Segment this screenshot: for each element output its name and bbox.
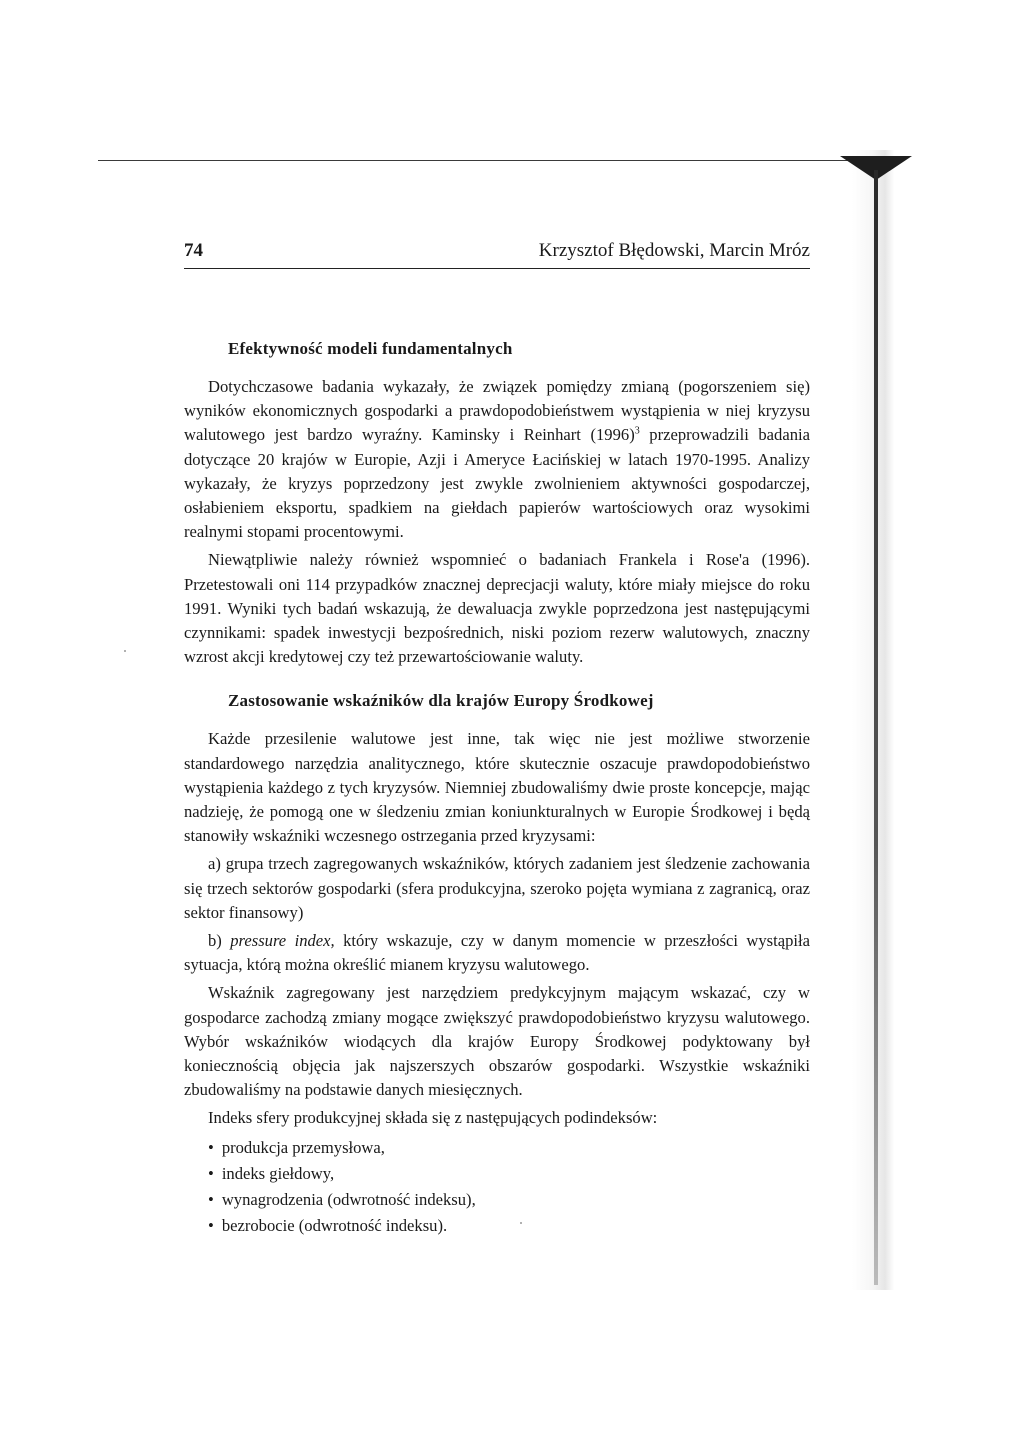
section-heading-zastosowanie: Zastosowanie wskaźników dla krajów Europy Środkowej <box>228 691 654 711</box>
paragraph: Niewątpliwie należy również wspomnieć o badaniach Frankela i Rose'a (1996). Przetestowali oni 114 przypadków znacznej deprecjacji waluty, które miały miejsce do roku 1991. Wyniki tych badań wskazują, że dewaluacja zwykle poprzedzona jest następującymi czynnikami: spadek inwestycji bezpośrednich, niski poziom rezerw walutowych, znaczny wzrost akcji kredytowej czy też przewartościowanie waluty. <box>184 550 810 667</box>
bullet-list <box>208 1135 810 1239</box>
footnote-ref: 3 <box>634 425 640 437</box>
bullet-item: • bezrobocie (odwrotność indeksu). <box>208 1213 810 1239</box>
list-item-a: a) grupa trzech zagregowanych wskaźników, których zadaniem jest śledzenie zachowania się trzech sektorów gospodarki (sfera produkcyjna, szeroko pojęta wymiana z zagranicą, oraz sektor finansowy) <box>184 854 810 922</box>
paragraph <box>184 375 810 544</box>
page-number: 74 <box>184 240 203 261</box>
item-text: który wskazuje, czy w danym momencie w przeszłości wystąpiła sytuacja, którą można określić mianem kryzysu walutowego. <box>184 931 810 975</box>
running-head <box>184 240 810 269</box>
bullet-item: • indeks giełdowy, <box>208 1161 810 1187</box>
scan-top-rule <box>98 160 860 161</box>
section-body-2 <box>184 727 810 1238</box>
paragraph: Indeks sfery produkcyjnej składa się z następujących podindeksów: <box>208 1108 658 1128</box>
bullet-item: • produkcja przemysłowa, <box>208 1135 810 1161</box>
paragraph: Wskaźnik zagregowany jest narzędziem predykcyjnym mającym wskazać, czy w gospodarce zachodzą zmiany mogące zwiększyć prawdopodobieństwo kryzysu walutowego. Wybór wskaźników wiodących dla krajów Europy Środkowej podyktowany był koniecznością objęcia jak najszerszych obszarów gospodarki. Wszystkie wskaźniki zbudowaliśmy na podstawie danych miesięcznych. <box>184 983 810 1100</box>
paragraph: Każde przesilenie walutowe jest inne, tak więc nie jest możliwe stworzenie standardowego narzędzia analitycznego, które skutecznie oszacuje prawdopodobieństwo wystąpienia każdego z tych kryzysów. Niemniej zbudowaliśmy dwie proste koncepcje, mając nadzieję, że pomogą one w śledzeniu zmian koniunkturalnych w Europie Środkowej i będą stanowiły wskaźniki wczesnego ostrzegania przed kryzysami: <box>184 729 810 846</box>
paragraph-text: przeprowadzili badania dotyczące 20 krajów w Europie, Azji i Ameryce Łacińskiej w latach 1970-1995. Analizy wykazały, że kryzys poprzedzony jest zwykle zwolnieniem aktywności gospodarczej, osłabieniem eksportu, spadkiem na giełdach papierów wartościowych oraz wysokimi realnymi stopami procentowymi. <box>184 425 810 542</box>
book-page <box>184 240 810 1239</box>
section-heading-efektywnosc: Efektywność modeli fundamentalnych <box>228 339 513 358</box>
item-prefix: b) <box>208 931 231 951</box>
scan-speck <box>124 650 126 652</box>
binding-line <box>874 170 878 1285</box>
book-binding-shadow <box>852 150 984 1290</box>
list-item-b <box>184 929 810 977</box>
running-head-authors: Krzysztof Błędowski, Marcin Mróz <box>538 240 810 261</box>
pressure-index-term: pressure index, <box>230 931 335 951</box>
section-body-1 <box>184 375 810 669</box>
paragraph-text: Dotychczasowe badania wykazały, że związek pomiędzy zmianą (pogorszeniem się) wyników ekonomicznych gospodarki a prawdopodobieństwem wystąpienia w niej kryzysu walutowego jest bardzo wyraźny. Kaminsky i Reinhart (1996) <box>184 377 810 445</box>
bullet-item: • wynagrodzenia (odwrotność indeksu), <box>208 1187 810 1213</box>
